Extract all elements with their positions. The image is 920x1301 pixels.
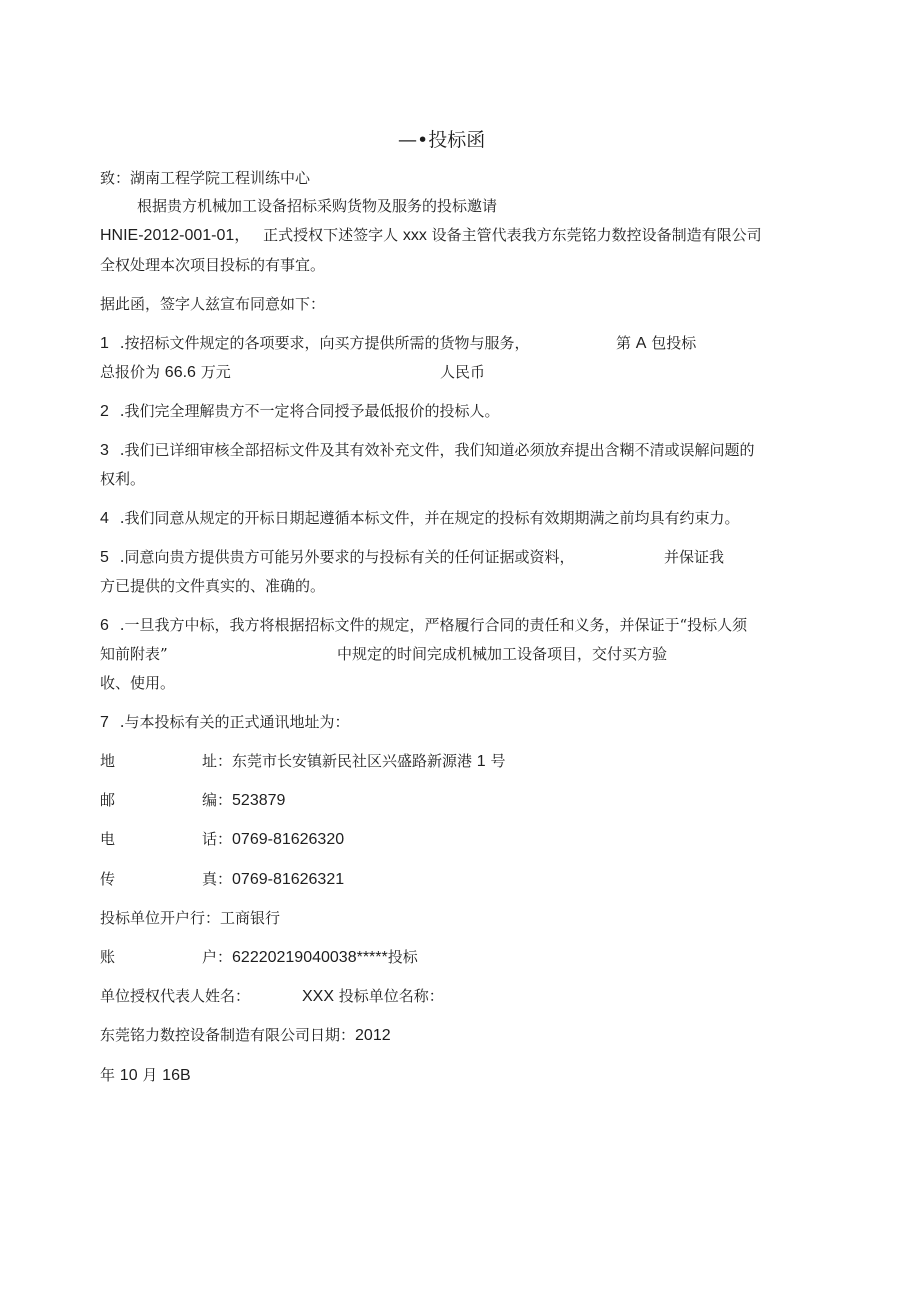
intro-company-text: 设备主管代表我方东莞铭力数控设备制造有限公司 (431, 226, 762, 244)
bank-line: 投标单位开户行：工商银行 (100, 909, 281, 927)
item-2-line (100, 401, 499, 422)
phone-line (202, 829, 344, 850)
address-suffix: 号 (490, 752, 506, 770)
document-title: —•投标函 (398, 129, 486, 151)
phone-label-left: 电 (100, 830, 116, 848)
item-2-number: 2 (100, 403, 109, 420)
item-1-line-2 (100, 362, 231, 383)
account-value: 62220219040038***** (232, 949, 388, 966)
signatory-name: xxx (402, 227, 427, 244)
address-number: 1 (476, 753, 486, 770)
date-year: 2012 (355, 1027, 391, 1044)
postcode-label: 编： (202, 791, 233, 809)
item-5-line-2: 方已提供的文件真实的、准确的。 (100, 577, 326, 595)
phone-value: 0769-81626320 (232, 831, 345, 848)
recipient-line: 致：湖南工程学院工程训练中心 (100, 169, 311, 187)
declaration-line: 据此函，签字人兹宣布同意如下： (100, 295, 326, 313)
postcode-value: 523879 (232, 792, 286, 809)
item-6-line-2-right: 中规定的时间完成机械加工设备项目，交付买方验 (337, 645, 668, 663)
unit-name-label: 投标单位名称： (338, 987, 444, 1005)
item-7-number: 7 (100, 714, 109, 731)
company-date-text: 东莞铭力数控设备制造有限公司日期： (100, 1026, 356, 1044)
item-4-number: 4 (100, 510, 109, 527)
fax-label: 真： (202, 870, 233, 888)
date-line (100, 1065, 191, 1086)
company-date-line (100, 1025, 391, 1046)
date-year-char: 年 (100, 1066, 116, 1084)
representative-label: 单位授权代表人姓名： (100, 987, 251, 1005)
account-label: 户： (202, 948, 233, 966)
postcode-line (202, 790, 285, 811)
item-5-text-right: 并保证我 (664, 548, 725, 566)
item-3-line-2: 权利。 (100, 470, 146, 488)
item-1-text: .按招标文件规定的各项要求，向买方提供所需的货物与服务， (119, 334, 530, 352)
tender-code: HNIE-2012-001-01， (100, 227, 251, 244)
item-1-price-value: 66.6 (164, 364, 196, 381)
item-1-currency: 人民币 (440, 363, 486, 381)
intro-authorize-text: 正式授权下述签字人 (263, 226, 399, 244)
item-1-package-letter: A (635, 335, 647, 352)
item-7-line (100, 712, 349, 733)
item-4-text: .我们同意从规定的开标日期起遵循本标文件，并在规定的投标有效期期满之前均具有约束力。 (119, 509, 740, 527)
item-1-package-prefix: 第 (616, 334, 632, 352)
address-label-left: 地 (100, 752, 116, 770)
intro-line-1: 根据贵方机械加工设备招标采购货物及服务的投标邀请 (137, 197, 498, 215)
item-5-text: .同意向贵方提供贵方可能另外要求的与投标有关的任何证据或资料， (119, 548, 575, 566)
item-1-number: 1 (100, 335, 109, 352)
representative-name: XXX (302, 988, 335, 1005)
item-1-price-label: 总报价为 (100, 363, 161, 381)
fax-value: 0769-81626321 (232, 871, 345, 888)
intro-line-2 (100, 225, 762, 246)
address-text: 址：东莞市长安镇新民社区兴盛路新源港 (202, 752, 473, 770)
postcode-label-left: 邮 (100, 791, 116, 809)
item-5-number: 5 (100, 549, 109, 566)
item-1-package-suffix: 包投标 (651, 334, 697, 352)
representative-line (302, 986, 444, 1007)
intro-line-3: 全权处理本次项目投标的有事宜。 (100, 256, 326, 274)
item-6-line-1 (100, 615, 747, 636)
account-suffix: 投标 (387, 948, 418, 966)
date-month: 10 (119, 1067, 138, 1084)
item-4-line (100, 508, 739, 529)
address-line (202, 751, 506, 772)
item-2-text: .我们完全理解贵方不一定将合同授予最低报价的投标人。 (119, 402, 500, 420)
fax-label-left: 传 (100, 870, 116, 888)
item-3-text: .我们已详细审核全部招标文件及其有效补充文件，我们知道必须放弃提出含糊不清或误解问题的 (119, 441, 755, 459)
item-6-line-2-left: 知前附表” (100, 645, 168, 663)
item-1-line-1 (100, 333, 529, 354)
account-line (202, 947, 418, 968)
fax-line (202, 869, 344, 890)
item-5-line-1 (100, 547, 574, 568)
account-label-left: 账 (100, 948, 116, 966)
item-1-package (616, 333, 696, 354)
item-3-number: 3 (100, 442, 109, 459)
item-6-line-3: 收、使用。 (100, 674, 176, 692)
item-6-number: 6 (100, 617, 109, 634)
phone-label: 话： (202, 830, 233, 848)
item-7-text: .与本投标有关的正式通讯地址为： (119, 713, 350, 731)
item-6-text: .一旦我方中标，我方将根据招标文件的规定，严格履行合同的责任和义务，并保证于“投标人须 (119, 616, 748, 634)
item-1-price-unit: 万元 (200, 363, 231, 381)
date-month-char: 月 (142, 1066, 158, 1084)
date-day: 16B (162, 1067, 191, 1084)
item-3-line-1 (100, 440, 754, 461)
